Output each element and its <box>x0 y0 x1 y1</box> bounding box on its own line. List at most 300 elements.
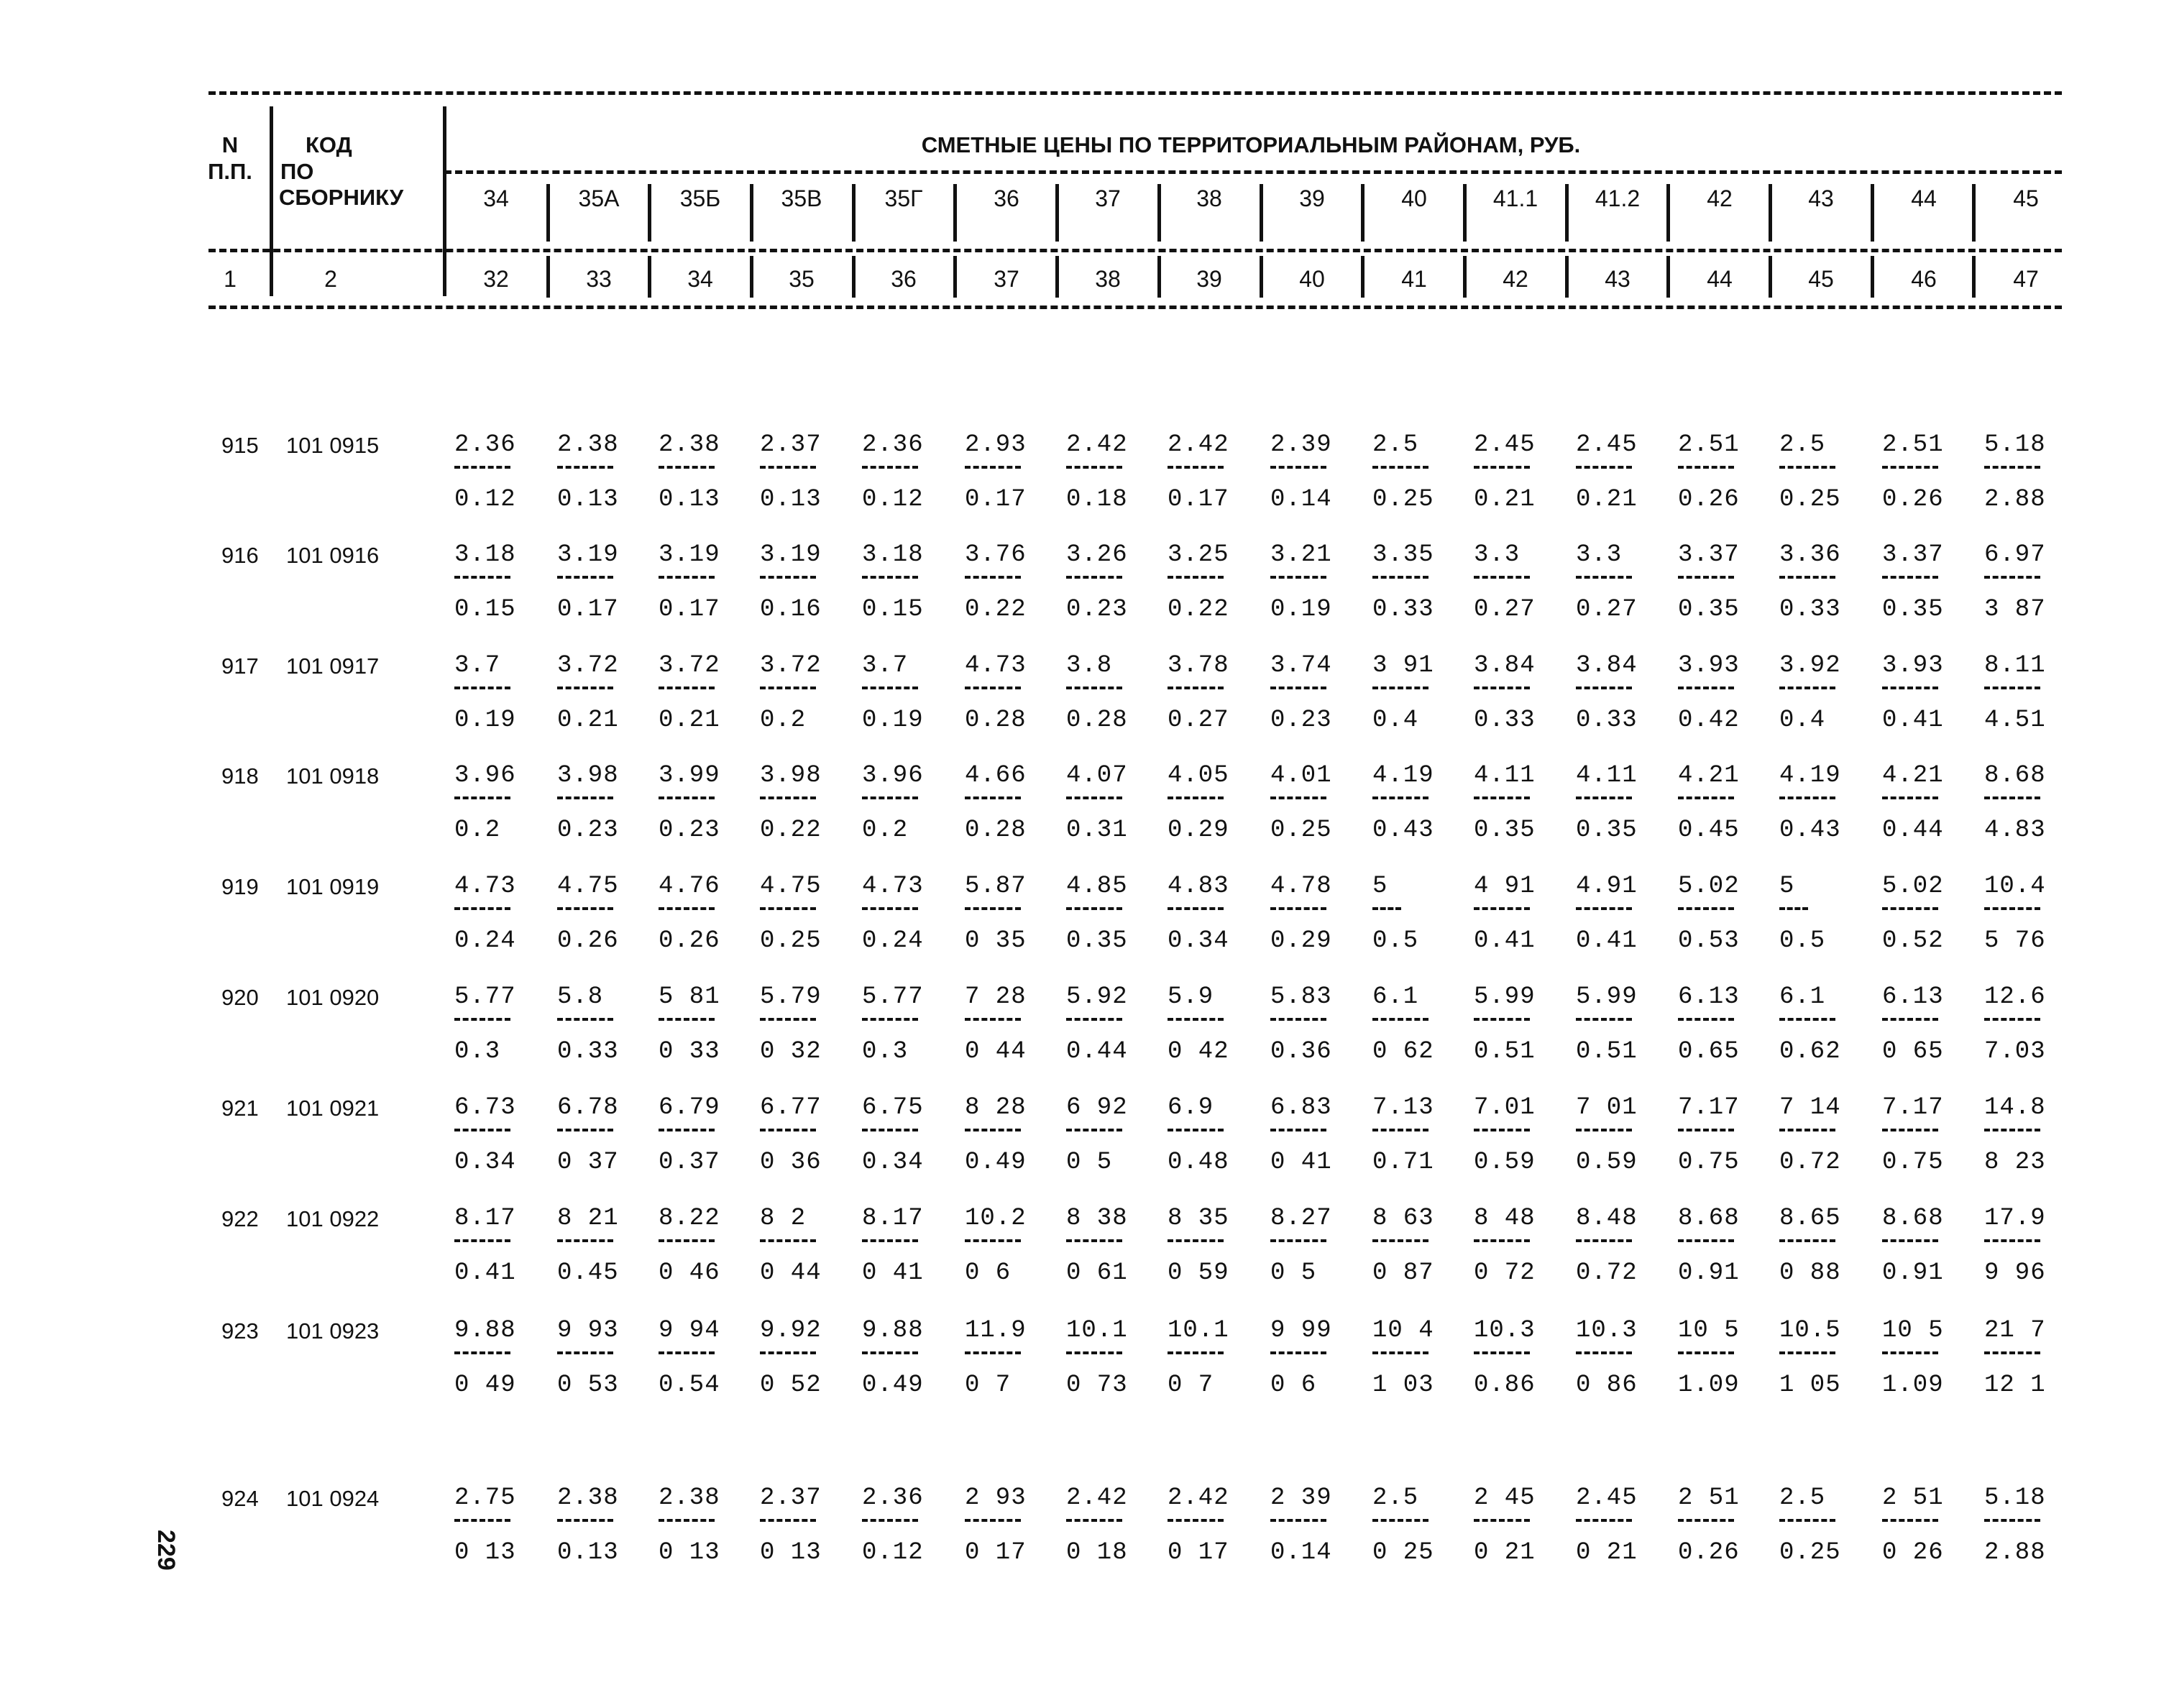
price-total: 4.21 <box>1678 762 1740 789</box>
fraction-line <box>1779 1519 1835 1522</box>
price-total: 3.3 <box>1576 541 1623 569</box>
price-total: 2.42 <box>1168 1484 1229 1512</box>
fraction-line <box>1678 1239 1734 1242</box>
price-wage: 0.2 <box>862 817 909 844</box>
price-wage: 0.22 <box>965 596 1027 623</box>
price-wage: 0.23 <box>659 817 720 844</box>
price-total: 4.01 <box>1270 762 1332 789</box>
fraction-line <box>1984 466 2040 469</box>
price-wage: 0.17 <box>659 596 720 623</box>
row-number: 919 <box>221 874 259 899</box>
price-total: 4.75 <box>760 873 822 900</box>
fraction-line <box>965 576 1021 579</box>
row-number: 923 <box>221 1318 259 1344</box>
column-number: 47 <box>2013 266 2039 292</box>
fraction-line <box>862 576 918 579</box>
column-number: 37 <box>994 266 1019 292</box>
fraction-line <box>557 576 613 579</box>
price-wage: 0.27 <box>1168 707 1229 734</box>
price-total: 4.73 <box>454 873 516 900</box>
district-separator-upper <box>1260 184 1263 242</box>
header-n-sublabel: П.П. <box>208 159 252 184</box>
price-total: 2.36 <box>862 1484 924 1512</box>
price-total: 3.92 <box>1779 652 1841 679</box>
price-total: 10 4 <box>1372 1317 1434 1344</box>
price-wage: 12 1 <box>1984 1372 2046 1399</box>
price-total: 4.19 <box>1779 762 1841 789</box>
fraction-line <box>1779 1129 1835 1131</box>
fraction-line <box>1576 576 1632 579</box>
district-header: 43 <box>1808 185 1834 211</box>
price-total: 3.37 <box>1678 541 1740 569</box>
price-total: 10 5 <box>1678 1317 1740 1344</box>
price-wage: 0.13 <box>557 1539 619 1566</box>
column-number: 2 <box>324 266 337 292</box>
price-wage: 0.25 <box>1779 1539 1841 1566</box>
row-code: 101 0917 <box>286 653 380 679</box>
column-number: 46 <box>1911 266 1937 292</box>
district-separator-lower <box>1260 256 1263 298</box>
fraction-line <box>1270 796 1326 799</box>
fraction-line <box>862 1129 918 1131</box>
row-number: 915 <box>221 433 259 458</box>
price-wage: 0.35 <box>1678 596 1740 623</box>
price-wage: 0 59 <box>1168 1259 1229 1287</box>
price-total: 3.96 <box>862 762 924 789</box>
price-wage: 0 13 <box>760 1539 822 1566</box>
price-total: 5.18 <box>1984 431 2046 459</box>
fraction-line <box>1678 1351 1734 1354</box>
fraction-line <box>965 1239 1021 1242</box>
price-wage: 0 52 <box>760 1372 822 1399</box>
price-total: 7.01 <box>1474 1094 1536 1121</box>
price-total: 7 14 <box>1779 1094 1841 1121</box>
price-wage: 0.59 <box>1576 1149 1638 1176</box>
fraction-line <box>965 1519 1021 1522</box>
header-code-label: КОД <box>306 132 352 157</box>
row-code: 101 0922 <box>286 1206 380 1231</box>
fraction-line <box>557 687 613 689</box>
fraction-line <box>862 907 918 910</box>
fraction-line <box>1372 907 1401 910</box>
price-total: 3.76 <box>965 541 1027 569</box>
column-number: 44 <box>1707 266 1733 292</box>
column-number: 1 <box>224 266 237 292</box>
price-wage: 0.26 <box>1678 486 1740 513</box>
fraction-line <box>454 576 510 579</box>
price-total: 12.6 <box>1984 983 2046 1011</box>
price-total: 6.78 <box>557 1094 619 1121</box>
price-wage: 0.23 <box>557 817 619 844</box>
district-header: 35А <box>578 185 620 211</box>
row-code: 101 0923 <box>286 1318 380 1344</box>
price-total: 9.88 <box>862 1317 924 1344</box>
price-wage: 1 03 <box>1372 1372 1434 1399</box>
price-total: 8 48 <box>1474 1205 1536 1232</box>
price-total: 3 91 <box>1372 652 1434 679</box>
district-header: 37 <box>1095 185 1121 211</box>
district-separator-lower <box>1972 256 1976 298</box>
price-total: 8.17 <box>862 1205 924 1232</box>
fraction-line <box>1474 466 1530 469</box>
price-wage: 2.88 <box>1984 1539 2046 1566</box>
price-total: 3.25 <box>1168 541 1229 569</box>
price-wage: 0.13 <box>659 486 720 513</box>
fraction-line <box>1066 1129 1122 1131</box>
fraction-line <box>1168 1129 1224 1131</box>
district-separator-lower <box>546 256 550 298</box>
price-total: 4.07 <box>1066 762 1128 789</box>
price-wage: 0.25 <box>1779 486 1841 513</box>
price-wage: 0 46 <box>659 1259 720 1287</box>
fraction-line <box>760 466 816 469</box>
column-number: 39 <box>1196 266 1222 292</box>
district-separator-upper <box>1055 184 1059 242</box>
fraction-line <box>1678 1129 1734 1131</box>
price-wage: 0.16 <box>760 596 822 623</box>
price-total: 2.93 <box>965 431 1027 459</box>
price-total: 5.77 <box>862 983 924 1011</box>
district-header: 41.2 <box>1595 185 1641 211</box>
price-total: 8.68 <box>1678 1205 1740 1232</box>
fraction-line <box>760 1018 816 1021</box>
price-wage: 0 42 <box>1168 1038 1229 1065</box>
district-separator-upper <box>1769 184 1772 242</box>
price-total: 3.84 <box>1474 652 1536 679</box>
fraction-line <box>1882 576 1938 579</box>
price-total: 8.48 <box>1576 1205 1638 1232</box>
fraction-line <box>862 1239 918 1242</box>
price-total: 10 5 <box>1882 1317 1944 1344</box>
district-separator-upper <box>750 184 753 242</box>
fraction-line <box>1779 907 1808 910</box>
fraction-line <box>760 576 816 579</box>
price-wage: 0.41 <box>1882 707 1944 734</box>
price-wage: 1 05 <box>1779 1372 1841 1399</box>
row-code: 101 0916 <box>286 543 380 568</box>
price-total: 3.98 <box>557 762 619 789</box>
price-total: 6.1 <box>1372 983 1419 1011</box>
price-wage: 0.34 <box>454 1149 516 1176</box>
price-total: 10.4 <box>1984 873 2046 900</box>
price-total: 3.7 <box>454 652 501 679</box>
fraction-line <box>1882 1018 1938 1021</box>
price-wage: 0.2 <box>760 707 807 734</box>
district-separator-lower <box>1055 256 1059 298</box>
fraction-line <box>1984 1018 2040 1021</box>
district-header: 36 <box>994 185 1019 211</box>
price-wage: 0.43 <box>1779 817 1841 844</box>
fraction-line <box>1882 687 1938 689</box>
fraction-line <box>557 796 613 799</box>
fraction-line <box>862 1351 918 1354</box>
price-wage: 5 76 <box>1984 927 2046 955</box>
fraction-line <box>1372 1351 1428 1354</box>
price-total: 8.22 <box>659 1205 720 1232</box>
fraction-line <box>454 687 510 689</box>
price-total: 5.79 <box>760 983 822 1011</box>
fraction-line <box>1066 1018 1122 1021</box>
price-wage: 0.72 <box>1576 1259 1638 1287</box>
fraction-line <box>1372 1519 1428 1522</box>
price-total: 8 38 <box>1066 1205 1128 1232</box>
price-wage: 0.4 <box>1372 707 1419 734</box>
price-wage: 0.33 <box>1372 596 1434 623</box>
fraction-line <box>1372 466 1428 469</box>
price-total: 2 51 <box>1882 1484 1944 1512</box>
fraction-line <box>1678 687 1734 689</box>
price-wage: 0.19 <box>454 707 516 734</box>
fraction-line <box>1779 576 1835 579</box>
price-total: 8 28 <box>965 1094 1027 1121</box>
price-total: 6.1 <box>1779 983 1826 1011</box>
price-wage: 0.26 <box>1678 1539 1740 1566</box>
price-wage: 0.35 <box>1882 596 1944 623</box>
price-total: 5.02 <box>1882 873 1944 900</box>
price-wage: 0 41 <box>862 1259 924 1287</box>
fraction-line <box>1984 1519 2040 1522</box>
price-total: 2.42 <box>1168 431 1229 459</box>
district-separator-upper <box>1666 184 1670 242</box>
price-total: 2 45 <box>1474 1484 1536 1512</box>
price-total: 8.68 <box>1882 1205 1944 1232</box>
district-separator-lower <box>1666 256 1670 298</box>
price-wage: 0.12 <box>862 1539 924 1566</box>
price-total: 3.99 <box>659 762 720 789</box>
column-number: 32 <box>483 266 509 292</box>
price-total: 9.92 <box>760 1317 822 1344</box>
fraction-line <box>1678 796 1734 799</box>
price-wage: 4.51 <box>1984 707 2046 734</box>
fraction-line <box>862 466 918 469</box>
price-wage: 0.24 <box>862 927 924 955</box>
price-total: 5 81 <box>659 983 720 1011</box>
price-wage: 0.72 <box>1779 1149 1841 1176</box>
fraction-line <box>1066 907 1122 910</box>
price-total: 8.17 <box>454 1205 516 1232</box>
header-bottom-rule <box>208 306 2062 309</box>
price-wage: 0.21 <box>659 707 720 734</box>
fraction-line <box>659 576 715 579</box>
title-underline <box>444 170 2062 174</box>
price-wage: 0.34 <box>862 1149 924 1176</box>
fraction-line <box>1372 1018 1428 1021</box>
price-wage: 0.14 <box>1270 1539 1332 1566</box>
column-number: 34 <box>687 266 713 292</box>
price-wage: 0 17 <box>1168 1539 1229 1566</box>
price-wage: 0 6 <box>965 1259 1012 1287</box>
fraction-line <box>1779 1239 1835 1242</box>
separator-n <box>270 106 273 296</box>
price-total: 2.42 <box>1066 1484 1128 1512</box>
row-code: 101 0924 <box>286 1486 380 1511</box>
price-total: 3.21 <box>1270 541 1332 569</box>
price-wage: 0.86 <box>1474 1372 1536 1399</box>
row-code: 101 0915 <box>286 433 380 458</box>
fraction-line <box>1576 1239 1632 1242</box>
fraction-line <box>454 907 510 910</box>
fraction-line <box>1882 1519 1938 1522</box>
price-total: 2.5 <box>1779 431 1826 459</box>
fraction-line <box>1474 907 1530 910</box>
price-wage: 0.75 <box>1678 1149 1740 1176</box>
price-wage: 0.37 <box>659 1149 720 1176</box>
price-wage: 0.91 <box>1882 1259 1944 1287</box>
price-total: 7.17 <box>1678 1094 1740 1121</box>
fraction-line <box>1168 1018 1224 1021</box>
price-total: 3.19 <box>760 541 822 569</box>
price-total: 8 35 <box>1168 1205 1229 1232</box>
fraction-line <box>862 1018 918 1021</box>
fraction-line <box>965 466 1021 469</box>
fraction-line <box>1984 1239 2040 1242</box>
price-wage: 0.41 <box>1576 927 1638 955</box>
district-separator-lower <box>1463 256 1467 298</box>
price-wage: 0.41 <box>454 1259 516 1287</box>
price-wage: 0.4 <box>1779 707 1826 734</box>
fraction-line <box>1168 1351 1224 1354</box>
fraction-line <box>1779 466 1835 469</box>
price-total: 5.87 <box>965 873 1027 900</box>
price-wage: 0.27 <box>1576 596 1638 623</box>
price-wage: 0.22 <box>760 817 822 844</box>
price-wage: 0 33 <box>659 1038 720 1065</box>
fraction-line <box>659 796 715 799</box>
district-header: 35Б <box>679 185 721 211</box>
price-wage: 0.26 <box>557 927 619 955</box>
district-header: 38 <box>1196 185 1222 211</box>
price-total: 3.7 <box>862 652 909 679</box>
price-total: 5 <box>1779 873 1795 900</box>
price-total: 9 93 <box>557 1317 619 1344</box>
price-total: 4.73 <box>965 652 1027 679</box>
price-total: 5.99 <box>1474 983 1536 1011</box>
price-total: 4.85 <box>1066 873 1128 900</box>
price-wage: 0.3 <box>862 1038 909 1065</box>
price-total: 4.75 <box>557 873 619 900</box>
price-wage: 0.49 <box>862 1372 924 1399</box>
price-total: 5.92 <box>1066 983 1128 1011</box>
district-header: 40 <box>1401 185 1427 211</box>
price-wage: 0 26 <box>1882 1539 1944 1566</box>
fraction-line <box>557 1351 613 1354</box>
district-separator-upper <box>1972 184 1976 242</box>
price-total: 2.36 <box>454 431 516 459</box>
price-wage: 0.45 <box>1678 817 1740 844</box>
price-wage: 0.24 <box>454 927 516 955</box>
fraction-line <box>862 687 918 689</box>
price-wage: 0 41 <box>1270 1149 1332 1176</box>
fraction-line <box>1984 576 2040 579</box>
district-separator-lower <box>1157 256 1161 298</box>
price-wage: 0.62 <box>1779 1038 1841 1065</box>
fraction-line <box>1984 1129 2040 1131</box>
district-header: 35Г <box>884 185 923 211</box>
fraction-line <box>1066 796 1122 799</box>
price-total: 11.9 <box>965 1317 1027 1344</box>
fraction-line <box>557 466 613 469</box>
column-number: 33 <box>586 266 612 292</box>
price-total: 4.66 <box>965 762 1027 789</box>
price-wage: 0.75 <box>1882 1149 1944 1176</box>
price-total: 2.38 <box>557 1484 619 1512</box>
price-wage: 0 7 <box>1168 1372 1214 1399</box>
price-wage: 0.42 <box>1678 707 1740 734</box>
district-separator-upper <box>1565 184 1569 242</box>
fraction-line <box>760 1129 816 1131</box>
price-total: 6.75 <box>862 1094 924 1121</box>
district-separator-lower <box>1361 256 1365 298</box>
price-total: 2 93 <box>965 1484 1027 1512</box>
district-header: 42 <box>1707 185 1733 211</box>
row-code: 101 0918 <box>286 763 380 789</box>
row-code: 101 0921 <box>286 1096 380 1121</box>
price-wage: 0 61 <box>1066 1259 1128 1287</box>
price-wage: 0 21 <box>1474 1539 1536 1566</box>
price-total: 7 28 <box>965 983 1027 1011</box>
price-total: 2.37 <box>760 1484 822 1512</box>
price-total: 4.21 <box>1882 762 1944 789</box>
price-wage: 0.14 <box>1270 486 1332 513</box>
price-wage: 0.28 <box>965 707 1027 734</box>
price-total: 3.72 <box>659 652 720 679</box>
fraction-line <box>454 1519 510 1522</box>
district-separator-lower <box>1871 256 1874 298</box>
price-total: 3.84 <box>1576 652 1638 679</box>
row-number: 921 <box>221 1096 259 1121</box>
price-total: 3.8 <box>1066 652 1113 679</box>
price-wage: 0.23 <box>1270 707 1332 734</box>
price-wage: 0.51 <box>1474 1038 1536 1065</box>
price-total: 8.27 <box>1270 1205 1332 1232</box>
price-wage: 0.71 <box>1372 1149 1434 1176</box>
price-total: 6.9 <box>1168 1094 1214 1121</box>
price-wage: 8 23 <box>1984 1149 2046 1176</box>
price-total: 5.83 <box>1270 983 1332 1011</box>
fraction-line <box>760 796 816 799</box>
fraction-line <box>1474 1129 1530 1131</box>
price-total: 10.3 <box>1576 1317 1638 1344</box>
price-wage: 0.36 <box>1270 1038 1332 1065</box>
price-total: 9 99 <box>1270 1317 1332 1344</box>
price-wage: 0.33 <box>557 1038 619 1065</box>
price-total: 8 21 <box>557 1205 619 1232</box>
price-total: 6.13 <box>1678 983 1740 1011</box>
fraction-line <box>1168 687 1224 689</box>
fraction-line <box>1678 1018 1734 1021</box>
fraction-line <box>965 1129 1021 1131</box>
price-total: 21 7 <box>1984 1317 2046 1344</box>
price-wage: 9 96 <box>1984 1259 2046 1287</box>
fraction-line <box>1576 796 1632 799</box>
price-total: 2.42 <box>1066 431 1128 459</box>
header-code-label-3: СБОРНИКУ <box>279 185 404 210</box>
price-total: 3.74 <box>1270 652 1332 679</box>
price-wage: 0.35 <box>1066 927 1128 955</box>
fraction-line <box>1984 687 2040 689</box>
price-total: 3.26 <box>1066 541 1128 569</box>
price-total: 8.65 <box>1779 1205 1841 1232</box>
fraction-line <box>965 687 1021 689</box>
price-wage: 0.35 <box>1474 817 1536 844</box>
price-wage: 0 44 <box>965 1038 1027 1065</box>
price-total: 4.11 <box>1474 762 1536 789</box>
price-wage: 0 53 <box>557 1372 619 1399</box>
price-wage: 0.18 <box>1066 486 1128 513</box>
fraction-line <box>1474 1239 1530 1242</box>
fraction-line <box>1882 907 1938 910</box>
price-wage: 0 25 <box>1372 1539 1434 1566</box>
